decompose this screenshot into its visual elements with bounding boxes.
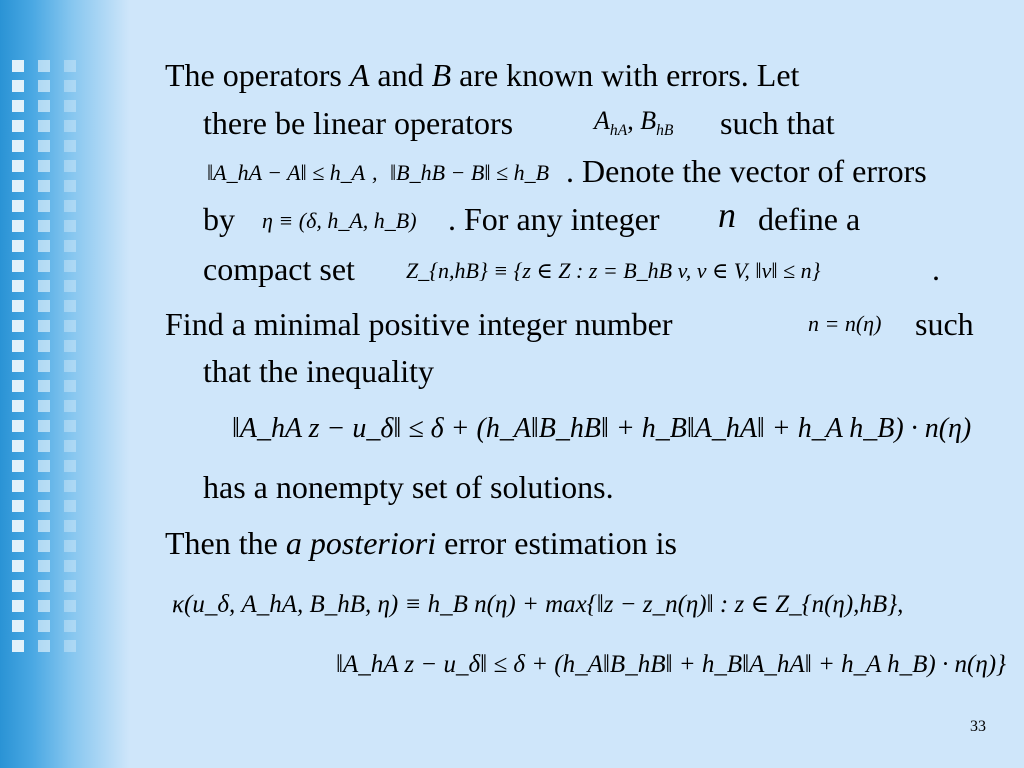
- paragraph-3-line-1: [165, 524, 677, 562]
- text-such-that: [720, 104, 835, 142]
- text-by: by: [203, 201, 235, 237]
- math-norm-a: ‖A_hA − A‖ ≤ h_A: [207, 160, 366, 185]
- math-operators: [594, 108, 673, 144]
- comma: ,: [372, 160, 378, 185]
- math-sub: hA: [609, 122, 628, 140]
- decorative-squares: [64, 60, 78, 660]
- text: Then the: [165, 525, 278, 561]
- text-compact-set: compact set: [203, 251, 355, 287]
- math-n-eta: n = n(η): [808, 311, 882, 336]
- text: are known with errors. Let: [459, 57, 800, 93]
- text-italic: a posteriori: [285, 525, 437, 561]
- page-number: 33: [970, 718, 986, 735]
- math-inequality: ‖A_hA z − u_δ‖ ≤ δ + (h_A‖B_hB‖ + h_B‖A_hA‖ + h_A h_B) · n(η): [232, 413, 972, 444]
- text-for-any: . For any integer: [448, 201, 660, 237]
- math-set-z: Z_{n,hB} ≡ {z ∈ Z : z = B_hB v, v ∈ V, ‖v‖ ≤ n}: [406, 258, 821, 283]
- paragraph-1-line-1: [165, 56, 799, 94]
- math-var-b: B: [431, 57, 452, 93]
- decorative-squares: [38, 60, 52, 660]
- text-define: define a: [758, 201, 861, 237]
- decorative-squares: [12, 60, 26, 660]
- comma: ,: [627, 106, 634, 135]
- text-nonempty: has a nonempty set of solutions.: [203, 469, 614, 505]
- math-estimation-line-2: ‖A_hA z − u_δ‖ ≤ δ + (h_A‖B_hB‖ + h_B‖A_hA‖ + h_A h_B) · n(η)}: [336, 651, 1007, 678]
- text-denote: . Denote the vector of errors: [566, 153, 927, 189]
- text-find-minimal: Find a minimal positive integer number: [165, 306, 673, 342]
- text: The operators: [165, 57, 342, 93]
- math-eta-def: η ≡ (δ, h_A, h_B): [262, 208, 417, 233]
- math-estimation-line-1: κ(u_δ, A_hA, B_hB, η) ≡ h_B n(η) + max{‖z − z_n(η)‖ : z ∈ Z_{n(η),hB},: [172, 591, 904, 618]
- period: .: [932, 251, 940, 287]
- text-such: such: [915, 306, 974, 342]
- math-b: B: [640, 106, 657, 135]
- decorative-band: [0, 0, 130, 768]
- paragraph-1-line-2: [203, 104, 513, 142]
- math-a: A: [594, 106, 610, 135]
- math-norm-b: ‖B_hB − B‖ ≤ h_B: [390, 160, 550, 185]
- text-that-inequality: that the inequality: [203, 353, 435, 389]
- math-n: n: [718, 195, 736, 235]
- math-sub: hB: [656, 122, 674, 140]
- math-var-a: A: [349, 57, 370, 93]
- text: there be linear operators: [203, 105, 514, 141]
- text: error estimation is: [444, 525, 677, 561]
- text: such that: [720, 105, 835, 141]
- text: and: [377, 57, 424, 93]
